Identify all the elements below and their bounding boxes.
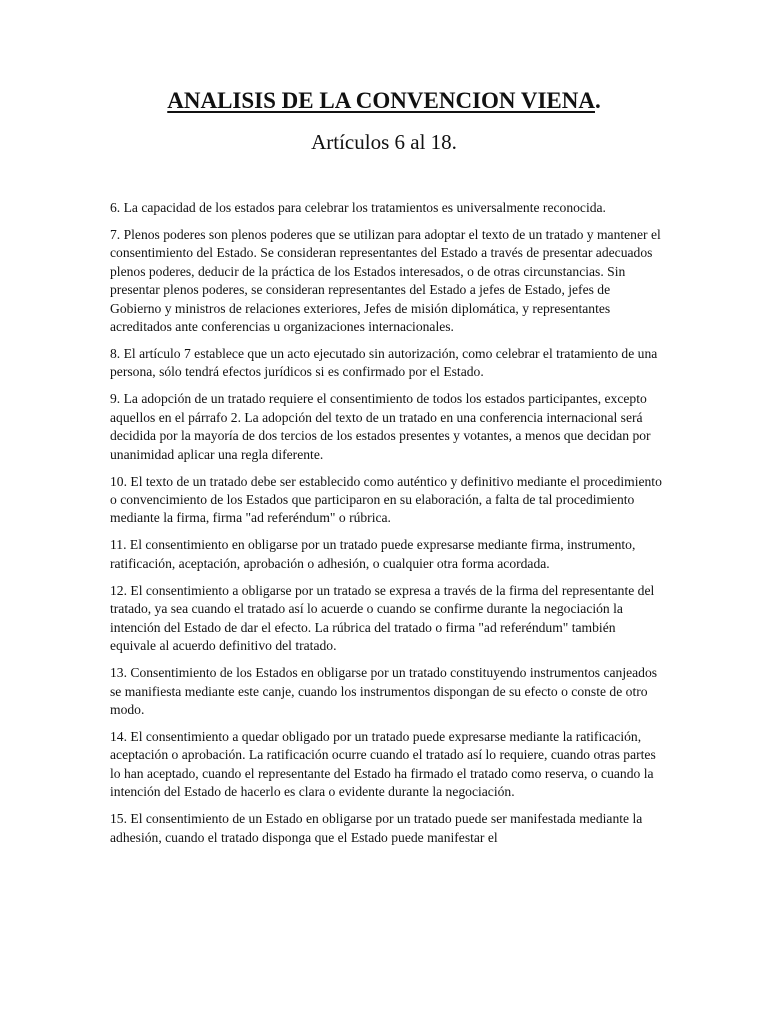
document-body — [110, 199, 662, 856]
paragraph-article-8: 8. El artículo 7 establece que un acto ejecutado sin autorización, como celebrar el tratamiento de una persona, sólo tendrá efectos jurídicos si es confirmado por el Estado. — [110, 346, 658, 380]
paragraph-article-9: 9. La adopción de un tratado requiere el consentimiento de todos los estados participantes, excepto aquellos en el párrafo 2. La adopción del texto de un tratado en una conferencia internacional será decidida por la mayoría de dos tercios de los estados presentes y votantes, a menos que decidan por unanimidad aplicar una regla diferente. — [110, 391, 651, 462]
paragraph-article-7: 7. Plenos poderes son plenos poderes que se utilizan para adoptar el texto de un tratado y mantener el consentimiento del Estado. Se consideran representantes del Estado a través de presentar adecuados plenos poderes, deducir de la práctica de los Estados interesados, o de otras circunstancias. Sin presentar plenos poderes, se consideran representantes del Estado a jefes de Estado, jefes de Gobierno y ministros de relaciones exteriores, Jefes de misión diplomática, y representantes acreditados ante conferencias u organizaciones internacionales. — [110, 227, 661, 335]
document-title-text: ANALISIS DE LA CONVENCION VIENA — [167, 88, 595, 113]
document-subtitle: Artículos 6 al 18. — [311, 130, 457, 154]
paragraph-article-12: 12. El consentimiento a obligarse por un tratado se expresa a través de la firma del representante del tratado, ya sea cuando el tratado así lo acuerde o cuando se confirme durante la negociación la intención del Estado de dar el efecto. La rúbrica del tratado o firma "ad referéndum" también equivale al acuerdo definitivo del tratado. — [110, 582, 655, 654]
document-title — [0, 86, 768, 116]
paragraph-article-14: 14. El consentimiento a quedar obligado por un tratado puede expresarse mediante la ratificación, aceptación o aprobación. La ratificación ocurre cuando el tratado así lo requiere, cuando otras partes lo han aceptado, cuando el representante del Estado ha firmado el tratado como reserva, o cuando la intención del Estado de hacerlo es clara o evidente durante la negociación. — [110, 728, 656, 800]
paragraph-article-15: 15. El consentimiento de un Estado en obligarse por un tratado puede ser manifestada mediante la adhesión, cuando el tratado disponga que el Estado puede manifestar el — [110, 811, 643, 845]
paragraph-article-13: 13. Consentimiento de los Estados en obligarse por un tratado constituyendo instrumentos canjeados se manifiesta mediante este canje, cuando los instrumentos dispongan de su efecto o conste de otro modo. — [110, 665, 658, 717]
paragraph-article-10: 10. El texto de un tratado debe ser establecido como auténtico y definitivo mediante el procedimiento o convencimiento de los Estados que participaron en su elaboración, a falta de tal procedimiento mediante la firma, firma "ad referéndum" o rúbrica. — [110, 473, 662, 526]
paragraph-article-11: 11. El consentimiento en obligarse por un tratado puede expresarse mediante firma, instrumento, ratificación, aceptación, aprobación o adhesión, o cualquier otra forma acordada. — [110, 537, 636, 571]
document-title-suffix: . — [594, 88, 601, 113]
paragraph-article-6: 6. La capacidad de los estados para celebrar los tratamientos es universalmente reconocida. — [110, 200, 606, 215]
